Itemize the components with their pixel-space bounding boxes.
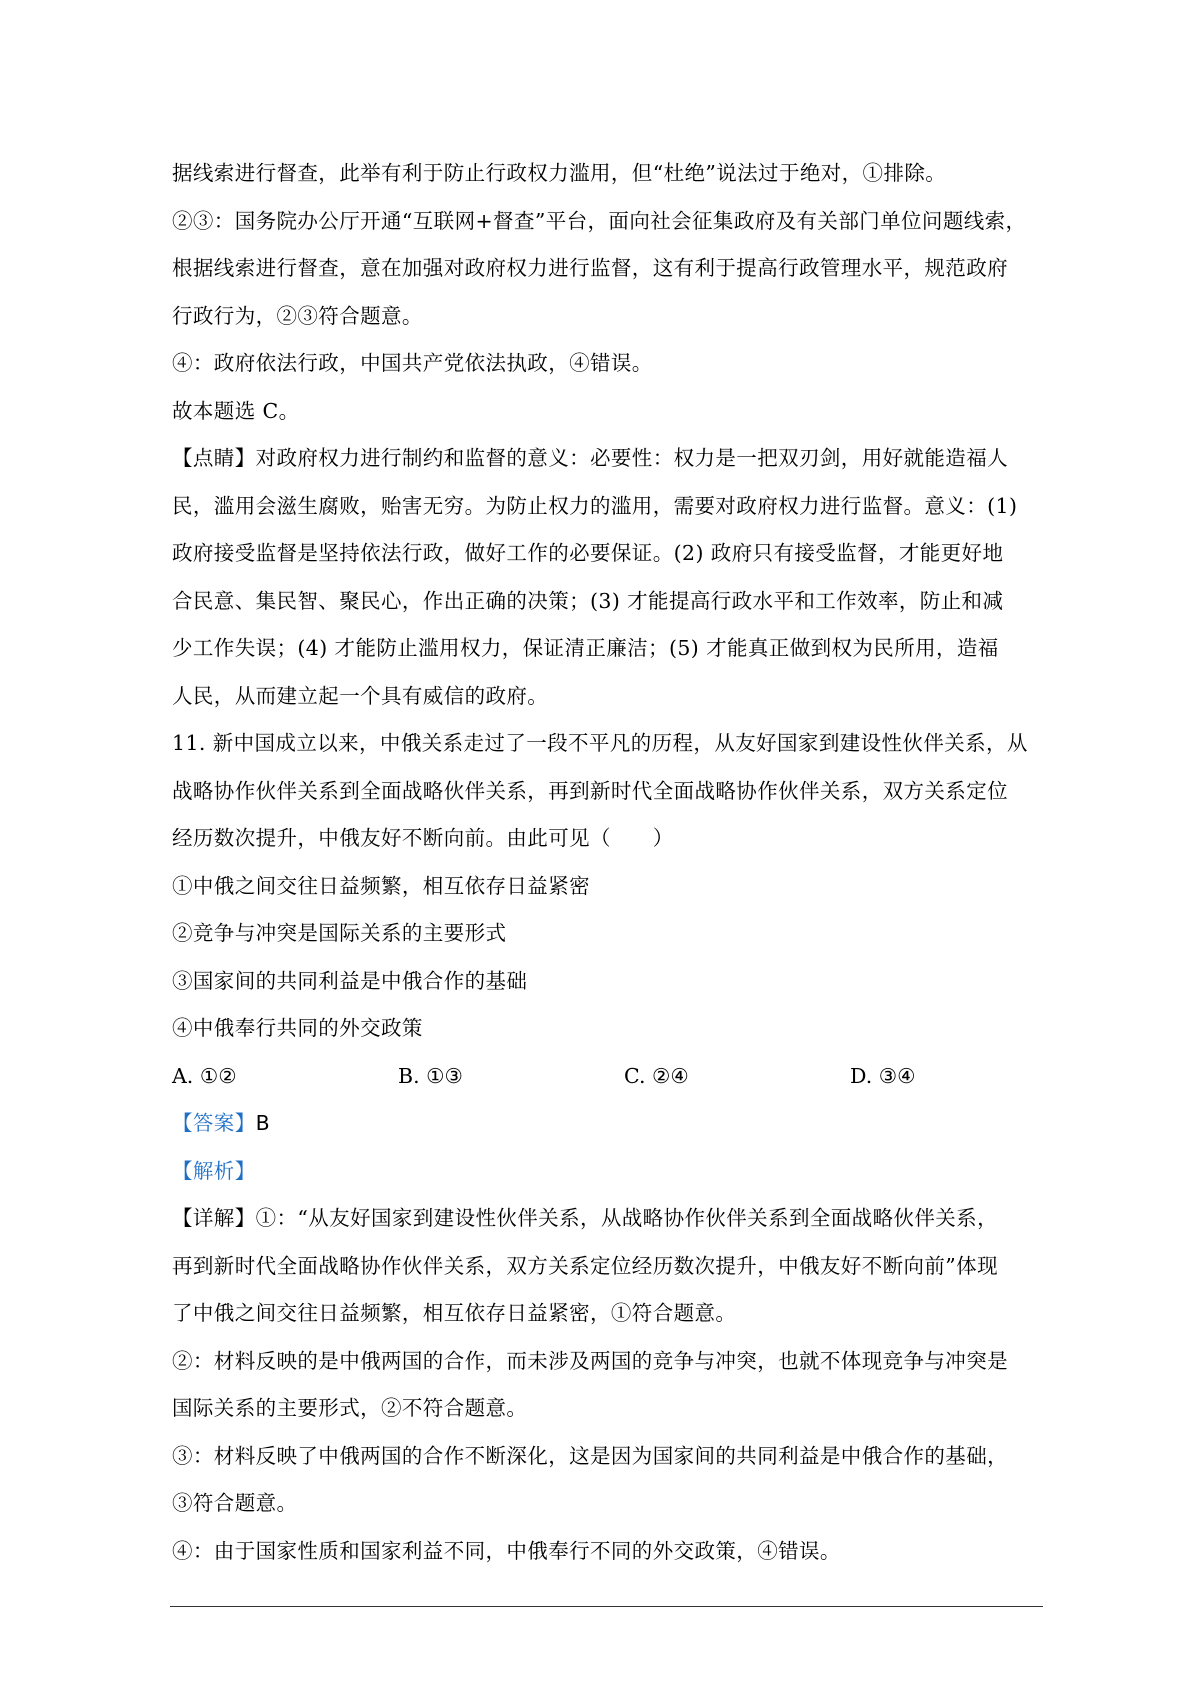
tip-line: 民，滥用会滋生腐败，贻害无穷。为防止权力的滥用，需要对政府权力进行监督。意义：(1) xyxy=(172,493,1018,518)
detail-line: ③：材料反映了中俄两国的合作不断深化，这是因为国家间的共同利益是中俄合作的基础， xyxy=(172,1443,1008,1468)
question-stem-line: 经历数次提升，中俄友好不断向前。由此可见（ ） xyxy=(172,826,674,850)
tip-line: 少工作失误；(4) 才能防止滥用权力，保证清正廉洁；(5) 才能真正做到权为民所用，造福 xyxy=(172,636,999,660)
tip-line: 政府接受监督是坚持依法行政，做好工作的必要保证。(2) 政府只有接受监督，才能更好地 xyxy=(172,541,1004,565)
option-b: B. ①③ xyxy=(398,1063,463,1088)
paragraph-line: ④：政府依法行政，中国共产党依法执政，④错误。 xyxy=(172,351,653,375)
question-stem-line: 11. 新中国成立以来，中俄关系走过了一段不平凡的历程，从友好国家到建设性伙伴关系，从 xyxy=(172,731,1028,755)
tip-line: 【点睛】对政府权力进行制约和监督的意义：必要性：权力是一把双刃剑，用好就能造福人 xyxy=(172,446,1008,470)
option-c: C. ②④ xyxy=(624,1063,689,1088)
question-statement: ①中俄之间交往日益频繁，相互依存日益紧密 xyxy=(172,873,590,898)
detail-line: ④：由于国家性质和国家利益不同，中俄奉行不同的外交政策，④错误。 xyxy=(172,1538,841,1563)
detail-line: 再到新时代全面战略协作伙伴关系，双方关系定位经历数次提升，中俄友好不断向前”体现 xyxy=(172,1253,998,1278)
answer-options xyxy=(172,1053,1042,1101)
question-statement: ④中俄奉行共同的外交政策 xyxy=(172,1016,423,1040)
option-a: A. ①② xyxy=(172,1063,237,1088)
tip-line: 人民，从而建立起一个具有威信的政府。 xyxy=(172,683,549,708)
option-d: D. ③④ xyxy=(850,1063,916,1088)
answer-line xyxy=(172,1100,1042,1148)
answer-value: B xyxy=(255,1111,271,1135)
paragraph-line: 行政行为，②③符合题意。 xyxy=(172,303,423,328)
conclusion-line: 故本题选 C。 xyxy=(172,398,300,423)
question-stem-line: 战略协作伙伴关系到全面战略伙伴关系，再到新时代全面战略协作伙伴关系，双方关系定位 xyxy=(172,778,1008,803)
paragraph-line: ②③：国务院办公厅开通“互联网+督查”平台，面向社会征集政府及有关部门单位问题线索， xyxy=(172,208,1027,233)
answer-label: 【答案】 xyxy=(172,1111,256,1135)
detail-line: 了中俄之间交往日益频繁，相互依存日益紧密，①符合题意。 xyxy=(172,1301,737,1325)
detail-line: ②：材料反映的是中俄两国的合作，而未涉及两国的竞争与冲突，也就不体现竞争与冲突是 xyxy=(172,1348,1008,1373)
tip-line: 合民意、集民智、聚民心，作出正确的决策；(3) 才能提高行政水平和工作效率，防止和减 xyxy=(172,588,1004,613)
detail-line: ③符合题意。 xyxy=(172,1491,298,1515)
paragraph-line: 据线索进行督查，此举有利于防止行政权力滥用，但“杜绝”说法过于绝对，①排除。 xyxy=(172,161,947,185)
question-statement: ②竞争与冲突是国际关系的主要形式 xyxy=(172,921,507,945)
detail-line: 【详解】①：“从友好国家到建设性伙伴关系，从战略协作伙伴关系到全面战略伙伴关系， xyxy=(172,1206,998,1230)
paragraph-line: 根据线索进行督查，意在加强对政府权力进行监督，这有利于提高行政管理水平，规范政府 xyxy=(172,256,1008,280)
detail-line: 国际关系的主要形式，②不符合题意。 xyxy=(172,1396,528,1420)
footer-divider xyxy=(170,1606,1043,1607)
document-body xyxy=(172,150,1042,1575)
analysis-label: 【解析】 xyxy=(172,1158,256,1183)
question-statement: ③国家间的共同利益是中俄合作的基础 xyxy=(172,968,528,993)
